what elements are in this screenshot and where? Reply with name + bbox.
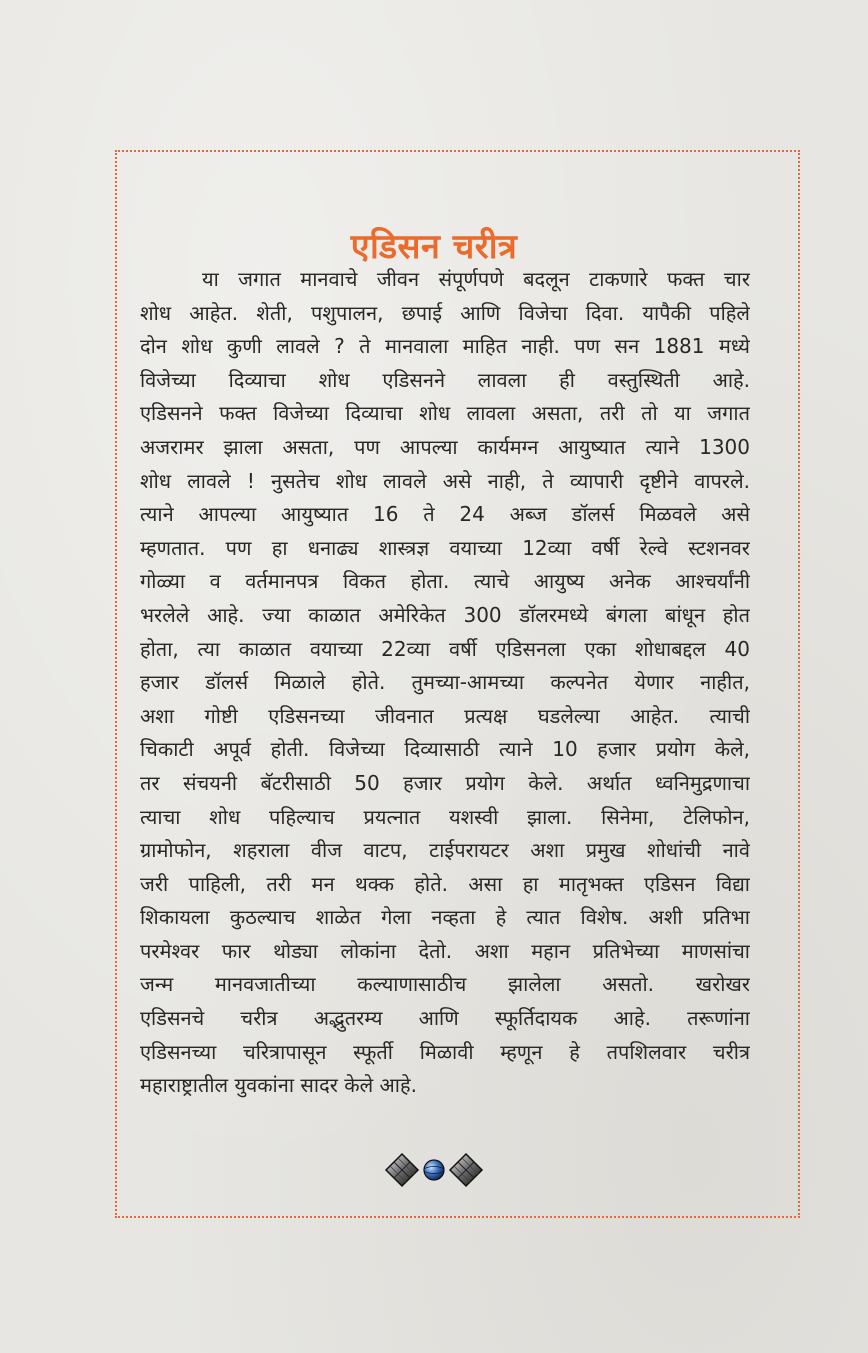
page-title: एडिसन चरीत्र — [350, 227, 518, 267]
text-line: म्हणतात. पण हा धनाढ्य शास्त्रज्ञ वयाच्या 12व्या वर्षी रेल्वे स्टशनवर — [140, 535, 750, 560]
text-line: तर संचयनी बॅटरीसाठी 50 हजार प्रयोग केले. अर्थात ध्वनिमुद्रणाचा — [140, 770, 750, 795]
text-line: परमेश्वर फार थोड्या लोकांना देतो. अशा महान प्रतिभेच्या माणसांचा — [140, 938, 750, 963]
text-line: भरलेले आहे. ज्या काळात अमेरिकेत 300 डॉलरमध्ये बंगला बांधून होत — [140, 602, 750, 627]
text-line: अजरामर झाला असता, पण आपल्या कार्यमग्न आयुष्यात त्याने 1300 — [140, 434, 750, 459]
text-line: गोळ्या व वर्तमानपत्र विकत होता. त्याचे आयुष्य अनेक आश्चर्यांनी — [140, 569, 750, 594]
text-line: महाराष्ट्रातील युवकांना सादर केले आहे. — [140, 1073, 417, 1098]
text-line: जरी पाहिली, तरी मन थक्क होते. असा हा मातृभक्त एडिसन विद्या — [140, 871, 750, 896]
text-line: ग्रामोफोन, शहराला वीज वाटप, टाईपरायटर अशा प्रमुख शोधांची नावे — [140, 838, 750, 863]
text-line: एडिसनचे चरीत्र अद्भुतरम्य आणि स्फूर्तिदायक आहे. तरूणांना — [140, 1006, 750, 1031]
text-line: दोन शोध कुणी लावले ? ते मानवाला माहित नाही. पण सन 1881 मध्ये — [140, 334, 750, 359]
text-line: शोध लावले ! नुसतेच शोध लावले असे नाही, ते व्यापारी दृष्टीने वापरले. — [140, 468, 750, 493]
body-text — [140, 263, 750, 1103]
text-line: चिकाटी अपूर्व होती. विजेच्या दिव्यासाठी त्याने 10 हजार प्रयोग केले, — [140, 737, 750, 762]
text-line: त्याचा शोध पहिल्याच प्रयत्नात यशस्वी झाला. सिनेमा, टेलिफोन, — [140, 804, 750, 829]
text-line: जन्म मानवजातीच्या कल्याणासाठीच झालेला असतो. खरोखर — [140, 972, 750, 997]
globe-icon — [424, 1160, 444, 1180]
text-line: हजार डॉलर्स मिळाले होते. तुमच्या-आमच्या कल्पनेत येणार नाहीत, — [140, 670, 750, 695]
text-line: होता, त्या काळात वयाच्या 22व्या वर्षी एडिसनला एका शोधाबद्दल 40 — [140, 636, 750, 661]
left-diamond-icon — [386, 1154, 418, 1186]
right-diamond-icon — [450, 1154, 482, 1186]
text-line: शिकायला कुठल्याच शाळेत गेला नव्हता हे त्यात विशेष. अशी प्रतिभा — [140, 905, 750, 930]
text-line: एडिसनच्या चरित्रापासून स्फूर्ती मिळावी म्हणून हे तपशिलवार चरीत्र — [140, 1039, 750, 1064]
text-line: विजेच्या दिव्याचा शोध एडिसनने लावला ही वस्तुस्थिती आहे. — [140, 367, 750, 392]
text-line: त्याने आपल्या आयुष्यात 16 ते 24 अब्ज डॉलर्स मिळवले असे — [140, 502, 750, 527]
text-line: अशा गोष्टी एडिसनच्या जीवनात प्रत्यक्ष घडलेल्या आहेत. त्याची — [140, 703, 750, 728]
text-line: शोध आहेत. शेती, पशुपालन, छपाई आणि विजेचा दिवा. यापैकी पहिले — [140, 300, 750, 325]
diamond-globe-ornament-icon — [384, 1150, 484, 1190]
text-line: या जगात मानवाचे जीवन संपूर्णपणे बदलून टाकणारे फक्त चार — [202, 267, 750, 291]
text-line: एडिसनने फक्त विजेच्या दिव्याचा शोध लावला असता, तरी तो या जगात — [140, 401, 750, 426]
